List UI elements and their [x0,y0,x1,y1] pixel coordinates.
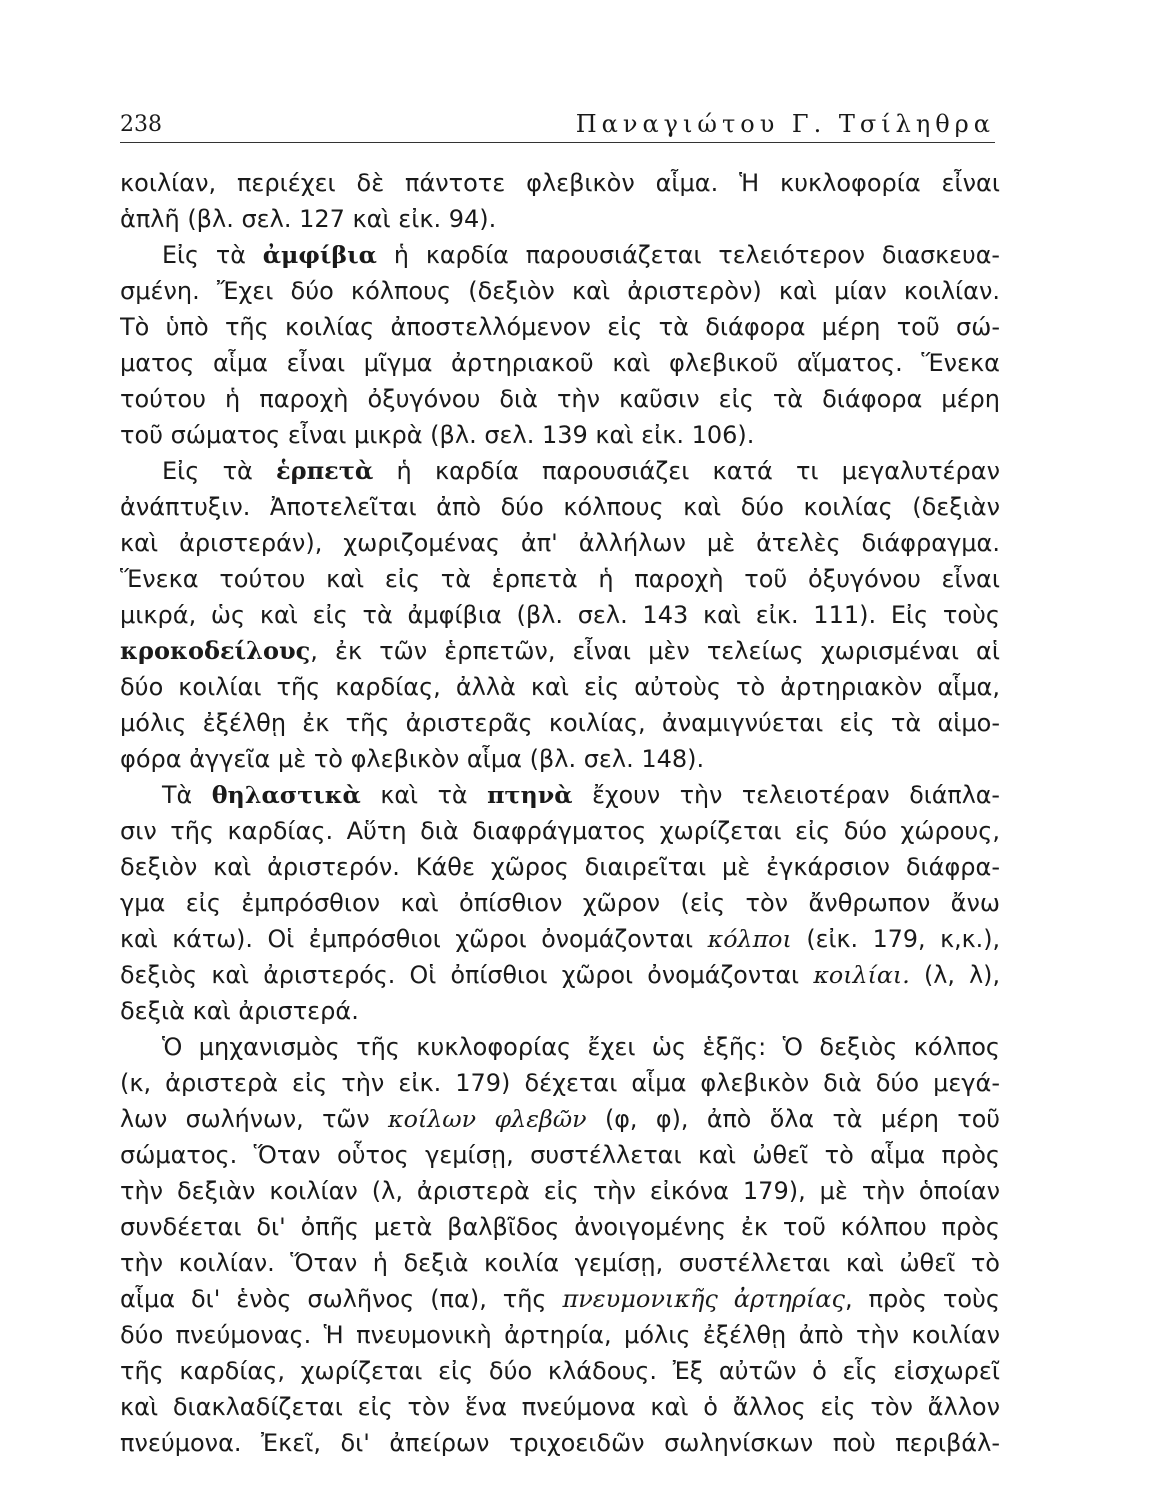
page-header [120,108,995,143]
text-line: συνδέεται δι' ὀπῆς μετὰ βαλβῖδος ἀνοιγομένης ἐκ τοῦ κόλπου πρὸς [120,1213,1000,1241]
text-line: (κ, ἀριστερὰ εἰς τὴν εἰκ. 179) δέχεται αἷμα φλεβικὸν διὰ δύο μεγά- [120,1069,1000,1097]
italic-term: κοίλων φλεβῶν [388,1105,587,1133]
text-line: δεξιὸς καὶ ἀριστερός. Οἱ ὀπίσθιοι χῶροι ὀνομάζονται κοιλίαι. (λ, λ), [120,961,1000,989]
text-line: δεξιὸν καὶ ἀριστερόν. Κάθε χῶρος διαιρεῖται μὲ ἐγκάρσιον διάφρα- [120,853,1000,881]
text-line: τὴν κοιλίαν. Ὅταν ἡ δεξιὰ κοιλία γεμίσῃ, συστέλλεται καὶ ὠθεῖ τὸ [120,1249,1000,1277]
text-line: ματος αἷμα εἶναι μῖγμα ἀρτηριακοῦ καὶ φλεβικοῦ αἵματος. Ἕνεκα [120,349,1000,377]
text-line: δύο κοιλίαι τῆς καρδίας, ἀλλὰ καὶ εἰς αὐτοὺς τὸ ἀρτηριακὸν αἷμα, [120,673,1000,701]
text-line: σιν τῆς καρδίας. Αὕτη διὰ διαφράγματος χωρίζεται εἰς δύο χώρους, [120,817,1000,845]
text-line: Εἰς τὰ ἑρπετὰ ἡ καρδία παρουσιάζει κατά τι μεγαλυτέραν [162,456,1000,485]
bold-term: πτηνὰ [487,781,573,809]
text-line: μόλις ἐξέλθῃ ἐκ τῆς ἀριστερᾶς κοιλίας, ἀναμιγνύεται εἰς τὰ αἱμο- [120,709,1000,737]
text-line: τὴν δεξιὰν κοιλίαν (λ, ἀριστερὰ εἰς τὴν εἰκόνα 179), μὲ τὴν ὁποίαν [120,1177,1000,1205]
text-line: λων σωλήνων, τῶν κοίλων φλεβῶν (φ, φ), ἀπὸ ὅλα τὰ μέρη τοῦ [120,1105,1000,1133]
bold-term: θηλαστικὰ [211,781,361,809]
text-line: Ὁ μηχανισμὸς τῆς κυκλοφορίας ἔχει ὡς ἑξῆς: Ὁ δεξιὸς κόλπος [162,1033,1000,1061]
bold-term: ἑρπετὰ [276,456,374,485]
text-line: καὶ ἀριστεράν), χωριζομένας ἀπ' ἀλλήλων μὲ ἀτελὲς διάφραγμα. [120,529,1000,557]
text-line: Εἰς τὰ ἀμφίβια ἡ καρδία παρουσιάζεται τελειότερον διασκευα- [162,241,1000,269]
bold-term: ἀμφίβια [262,241,377,269]
text-line: αἷμα δι' ἑνὸς σωλῆνος (πα), τῆς πνευμονικῆς ἀρτηρίας, πρὸς τοὺς [120,1285,1000,1313]
text-line: καὶ διακλαδίζεται εἰς τὸν ἕνα πνεύμονα καὶ ὁ ἄλλος εἰς τὸν ἄλλον [120,1393,1000,1421]
text-line: σμένη. Ἔχει δύο κόλπους (δεξιὸν καὶ ἀριστερὸν) καὶ μίαν κοιλίαν. [120,277,1000,305]
text-line: φόρα ἀγγεῖα μὲ τὸ φλεβικὸν αἷμα (βλ. σελ. 148). [120,745,705,773]
italic-term: πνευμονικῆς ἀρτηρίας [562,1285,845,1313]
text-line: τοῦ σώματος εἶναι μικρὰ (βλ. σελ. 139 καὶ εἰκ. 106). [120,421,755,449]
italic-term: κοιλίαι. [813,961,910,989]
text-line: πνεύμονα. Ἐκεῖ, δι' ἀπείρων τριχοειδῶν σωληνίσκων ποὺ περιβάλ- [120,1429,1000,1457]
text-line: τῆς καρδίας, χωρίζεται εἰς δύο κλάδους. Ἐξ αὐτῶν ὁ εἷς εἰσχωρεῖ [120,1357,1000,1385]
body-text [120,165,1000,1461]
running-head: Παναγιώτου Γ. Τσίληθρα [575,110,995,138]
text-line: ἀνάπτυξιν. Ἀποτελεῖται ἀπὸ δύο κόλπους καὶ δύο κοιλίας (δεξιὰν [120,493,1000,521]
page-number: 238 [120,112,162,137]
bold-term: κροκοδείλους [120,636,311,665]
text-line: Τὰ θηλαστικὰ καὶ τὰ πτηνὰ ἔχουν τὴν τελειοτέραν διάπλα- [162,781,1000,809]
text-line: κοιλίαν, περιέχει δὲ πάντοτε φλεβικὸν αἷμα. Ἡ κυκλοφορία εἶναι [120,169,1000,197]
text-line: δεξιὰ καὶ ἀριστερά. [120,997,359,1025]
text-line: δύο πνεύμονας. Ἡ πνευμονικὴ ἀρτηρία, μόλις ἐξέλθῃ ἀπὸ τὴν κοιλίαν [120,1321,1000,1349]
text-line: γμα εἰς ἐμπρόσθιον καὶ ὀπίσθιον χῶρον (εἰς τὸν ἄνθρωπον ἄνω [120,889,1000,917]
text-line: κροκοδείλους, ἐκ τῶν ἑρπετῶν, εἶναι μὲν τελείως χωρισμέναι αἱ [120,636,1000,665]
text-line: καὶ κάτω). Οἱ ἐμπρόσθιοι χῶροι ὀνομάζονται κόλποι (εἰκ. 179, κ,κ.), [120,925,1000,953]
text-line: σώματος. Ὅταν οὗτος γεμίσῃ, συστέλλεται καὶ ὠθεῖ τὸ αἷμα πρὸς [120,1141,1000,1169]
text-line: τούτου ἡ παροχὴ ὀξυγόνου διὰ τὴν καῦσιν εἰς τὰ διάφορα μέρη [120,385,1000,413]
text-line: ἁπλῆ (βλ. σελ. 127 καὶ εἰκ. 94). [120,205,497,233]
text-line: Ἕνεκα τούτου καὶ εἰς τὰ ἑρπετὰ ἡ παροχὴ τοῦ ὀξυγόνου εἶναι [120,565,1000,593]
text-line: Τὸ ὑπὸ τῆς κοιλίας ἀποστελλόμενον εἰς τὰ διάφορα μέρη τοῦ σώ- [120,313,1000,341]
italic-term: κόλποι [707,925,792,953]
text-line: μικρά, ὡς καὶ εἰς τὰ ἀμφίβια (βλ. σελ. 143 καὶ εἰκ. 111). Εἰς τοὺς [120,601,1000,629]
